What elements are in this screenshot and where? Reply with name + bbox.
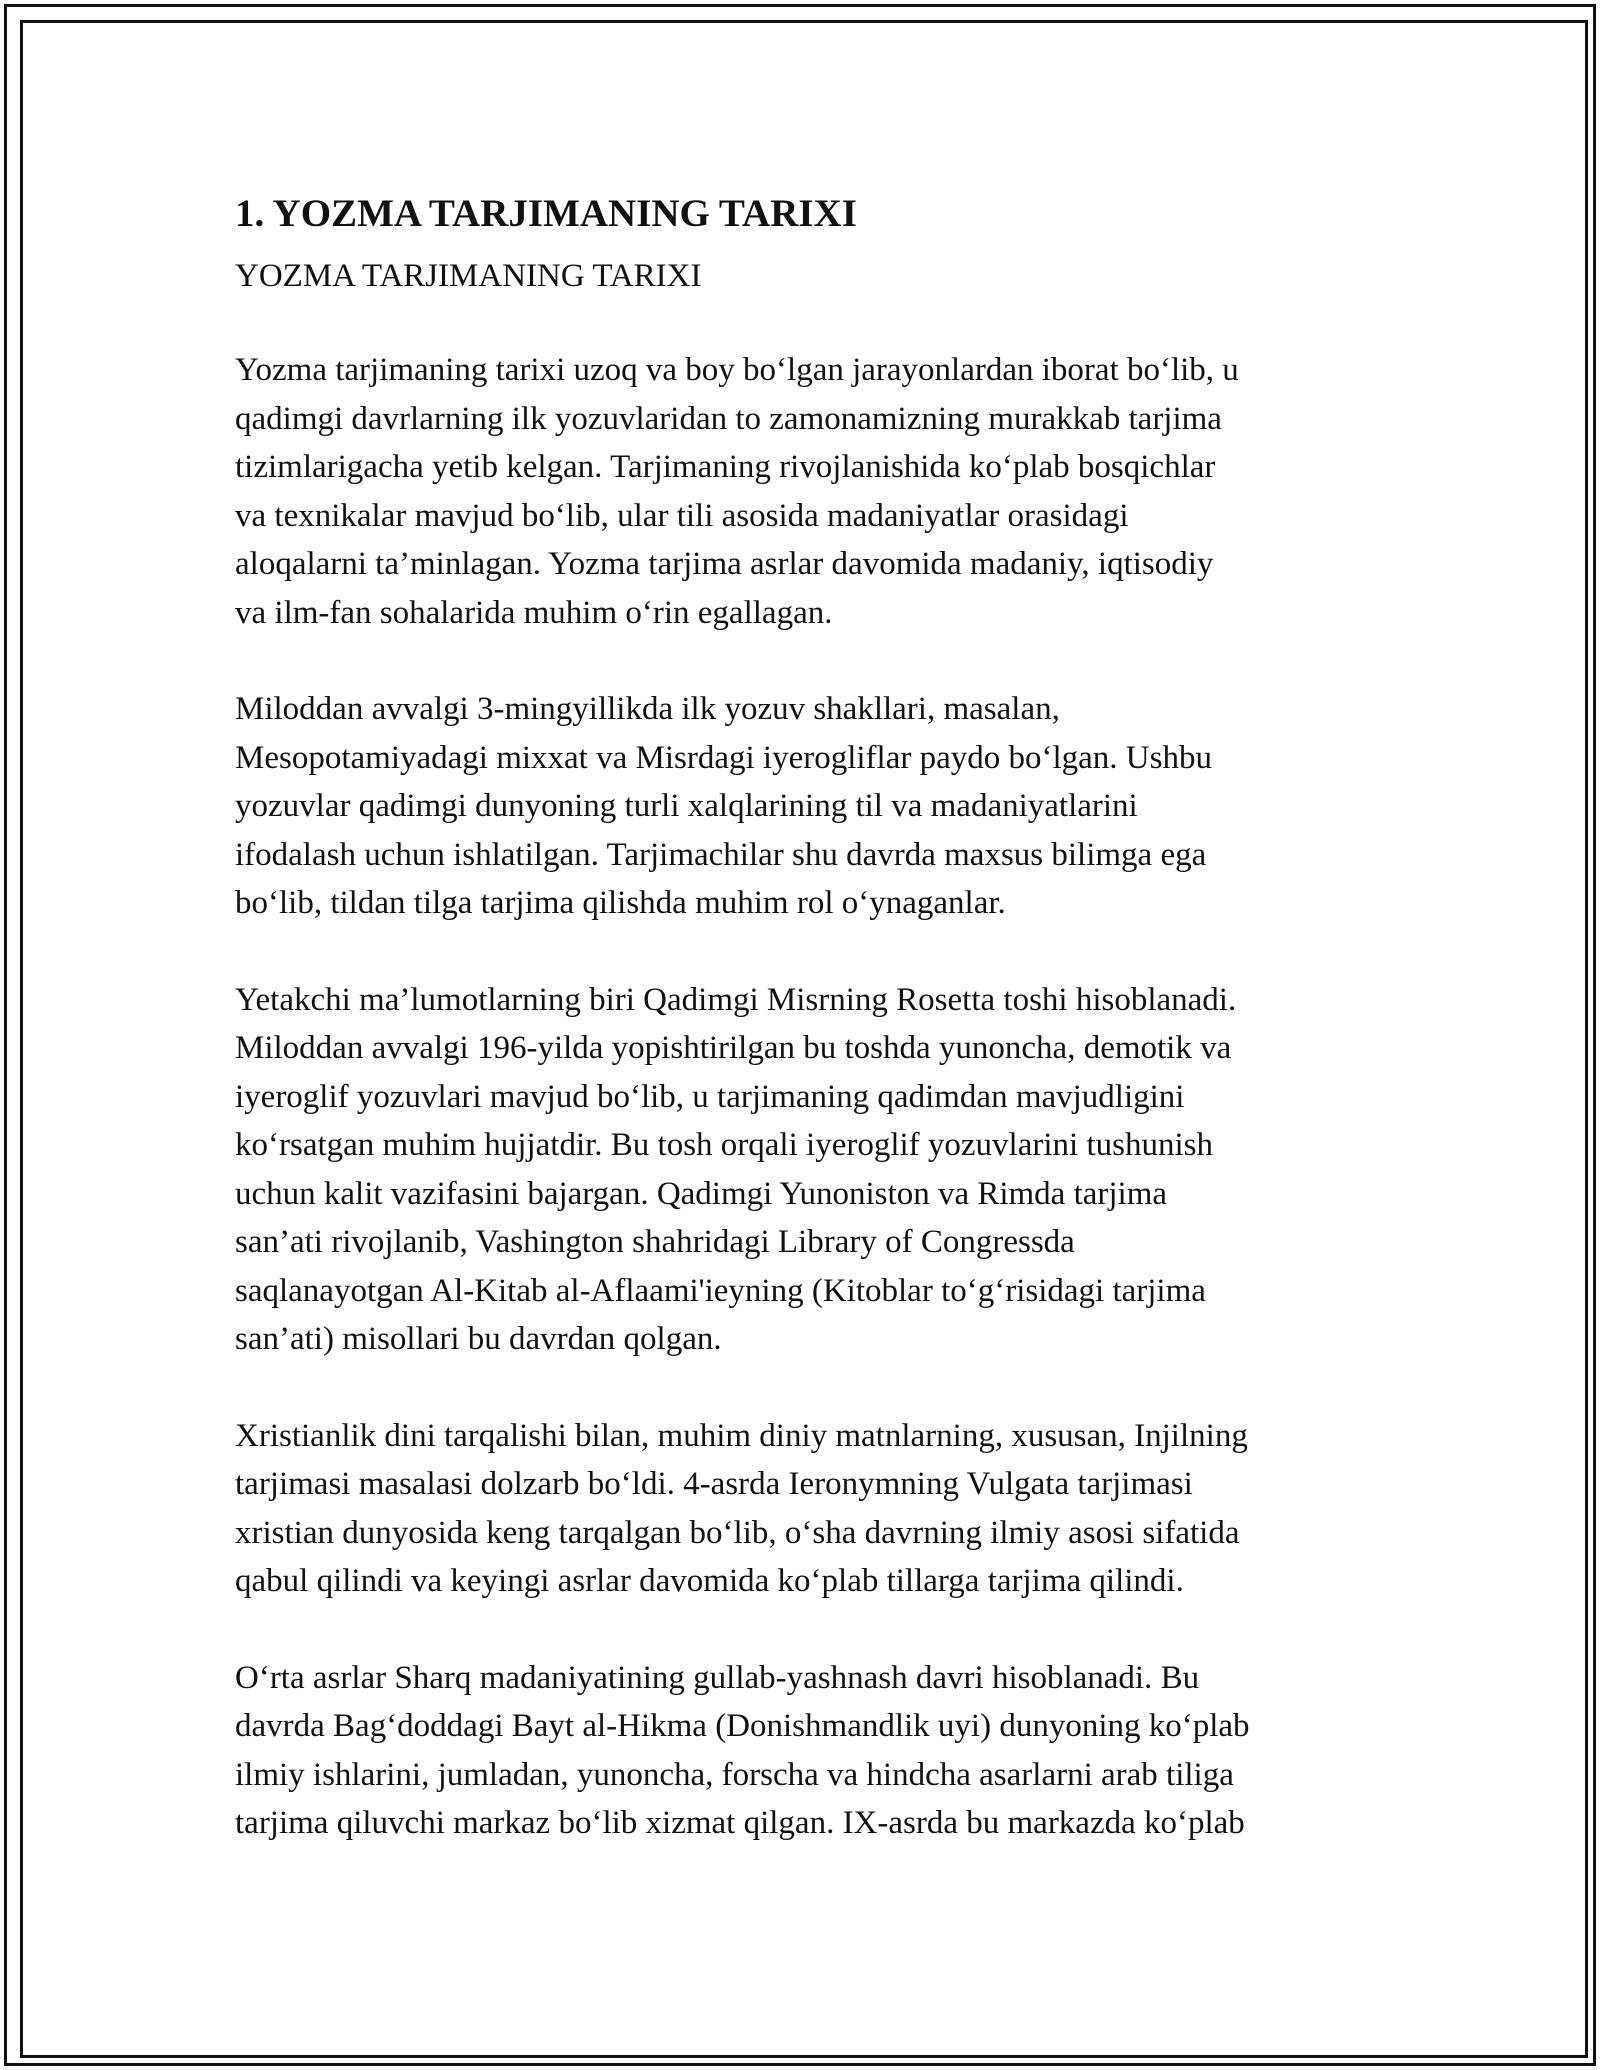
paragraph-line: saqlanayotgan Al-Kitab al-Aflaami'ieyning (Kitoblar to‘g‘risidagi tarjima xyxy=(235,1272,1206,1309)
paragraph-line: Yozma tarjimaning tarixi uzoq va boy bo‘lgan jarayonlardan iborat bo‘lib, u xyxy=(235,352,1239,388)
paragraph-line: ilmiy ishlarini, jumladan, yunoncha, forscha va hindcha asarlarni arab tiliga xyxy=(235,1756,1234,1793)
paragraph xyxy=(235,685,1375,928)
paragraph-line: yozuvlar qadimgi dunyoning turli xalqlarining til va madaniyatlarini xyxy=(235,788,1138,824)
paragraph-line: tizimlarigacha yetib kelgan. Tarjimaning rivojlanishida ko‘plab bosqichlar xyxy=(235,449,1216,485)
paragraph-line: bo‘lib, tildan tilga tarjima qilishda muhim rol o‘ynaganlar. xyxy=(235,885,1006,921)
paragraph-line: O‘rta asrlar Sharq madaniyatining gullab-yashnash davri hisoblanadi. Bu xyxy=(235,1659,1200,1696)
paragraph xyxy=(235,976,1375,1364)
paragraph-line: qadimgi davrlarning ilk yozuvlaridan to zamonamizning murakkab tarjima xyxy=(235,400,1222,437)
paragraph-line: Yetakchi ma’lumotlarning biri Qadimgi Misrning Rosetta toshi hisoblanadi. xyxy=(235,981,1237,1018)
paragraph-line: ifodalash uchun ishlatilgan. Tarjimachilar shu davrda maxsus bilimga ega xyxy=(235,836,1207,873)
paragraph-line: iyeroglif yozuvlari mavjud bo‘lib, u tarjimaning qadimdan mavjudligini xyxy=(235,1078,1185,1115)
paragraph-line: Mesopotamiyadagi mixxat va Misrdagi iyerogliflar paydo bo‘lgan. Ushbu xyxy=(235,739,1212,776)
paragraph xyxy=(235,1654,1375,1848)
paragraph-line: Miloddan avvalgi 196-yilda yopishtirilgan bu toshda yunoncha, demotik va xyxy=(235,1030,1232,1066)
paragraph-line: tarjimasi masalasi dolzarb bo‘ldi. 4-asrda Ieronymning Vulgata tarjimasi xyxy=(235,1466,1193,1502)
paragraph-line: Miloddan avvalgi 3-mingyillikda ilk yozuv shakllari, masalan, xyxy=(235,691,1060,727)
document-title: 1. YOZMA TARJIMANING TARIXI xyxy=(235,192,857,235)
paragraph-line: Xristianlik dini tarqalishi bilan, muhim diniy matnlarning, xususan, Injilning xyxy=(235,1417,1248,1454)
paragraph-list xyxy=(235,346,1375,1848)
paragraph-line: san’ati) misollari bu davrdan qolgan. xyxy=(235,1321,722,1357)
paragraph-line: qabul qilindi va keyingi asrlar davomida ko‘plab tillarga tarjima qilindi. xyxy=(235,1563,1184,1599)
paragraph-line: uchun kalit vazifasini bajargan. Qadimgi Yunoniston va Rimda tarjima xyxy=(235,1175,1168,1212)
paragraph-line: san’ati rivojlanib, Vashington shahridagi Library of Congressda xyxy=(235,1224,1075,1260)
document-subtitle: YOZMA TARJIMANING TARIXI xyxy=(235,258,702,294)
paragraph-line: va ilm-fan sohalarida muhim o‘rin egallagan. xyxy=(235,594,833,631)
paragraph-line: tarjima qiluvchi markaz bo‘lib xizmat qilgan. IX-asrda bu markazda ko‘plab xyxy=(235,1805,1245,1841)
paragraph xyxy=(235,1412,1375,1606)
paragraph-line: xristian dunyosida keng tarqalgan bo‘lib, o‘sha davrning ilmiy asosi sifatida xyxy=(235,1514,1240,1551)
paragraph-line: davrda Bag‘doddagi Bayt al-Hikma (Donishmandlik uyi) dunyoning ko‘plab xyxy=(235,1708,1250,1744)
paragraph xyxy=(235,346,1375,637)
paragraph-line: ko‘rsatgan muhim hujjatdir. Bu tosh orqali iyeroglif yozuvlarini tushunish xyxy=(235,1127,1213,1163)
paragraph-line: aloqalarni ta’minlagan. Yozma tarjima asrlar davomida madaniy, iqtisodiy xyxy=(235,546,1214,582)
document-body xyxy=(235,186,1375,1896)
paragraph-line: va texnikalar mavjud bo‘lib, ular tili asosida madaniyatlar orasidagi xyxy=(235,497,1129,534)
